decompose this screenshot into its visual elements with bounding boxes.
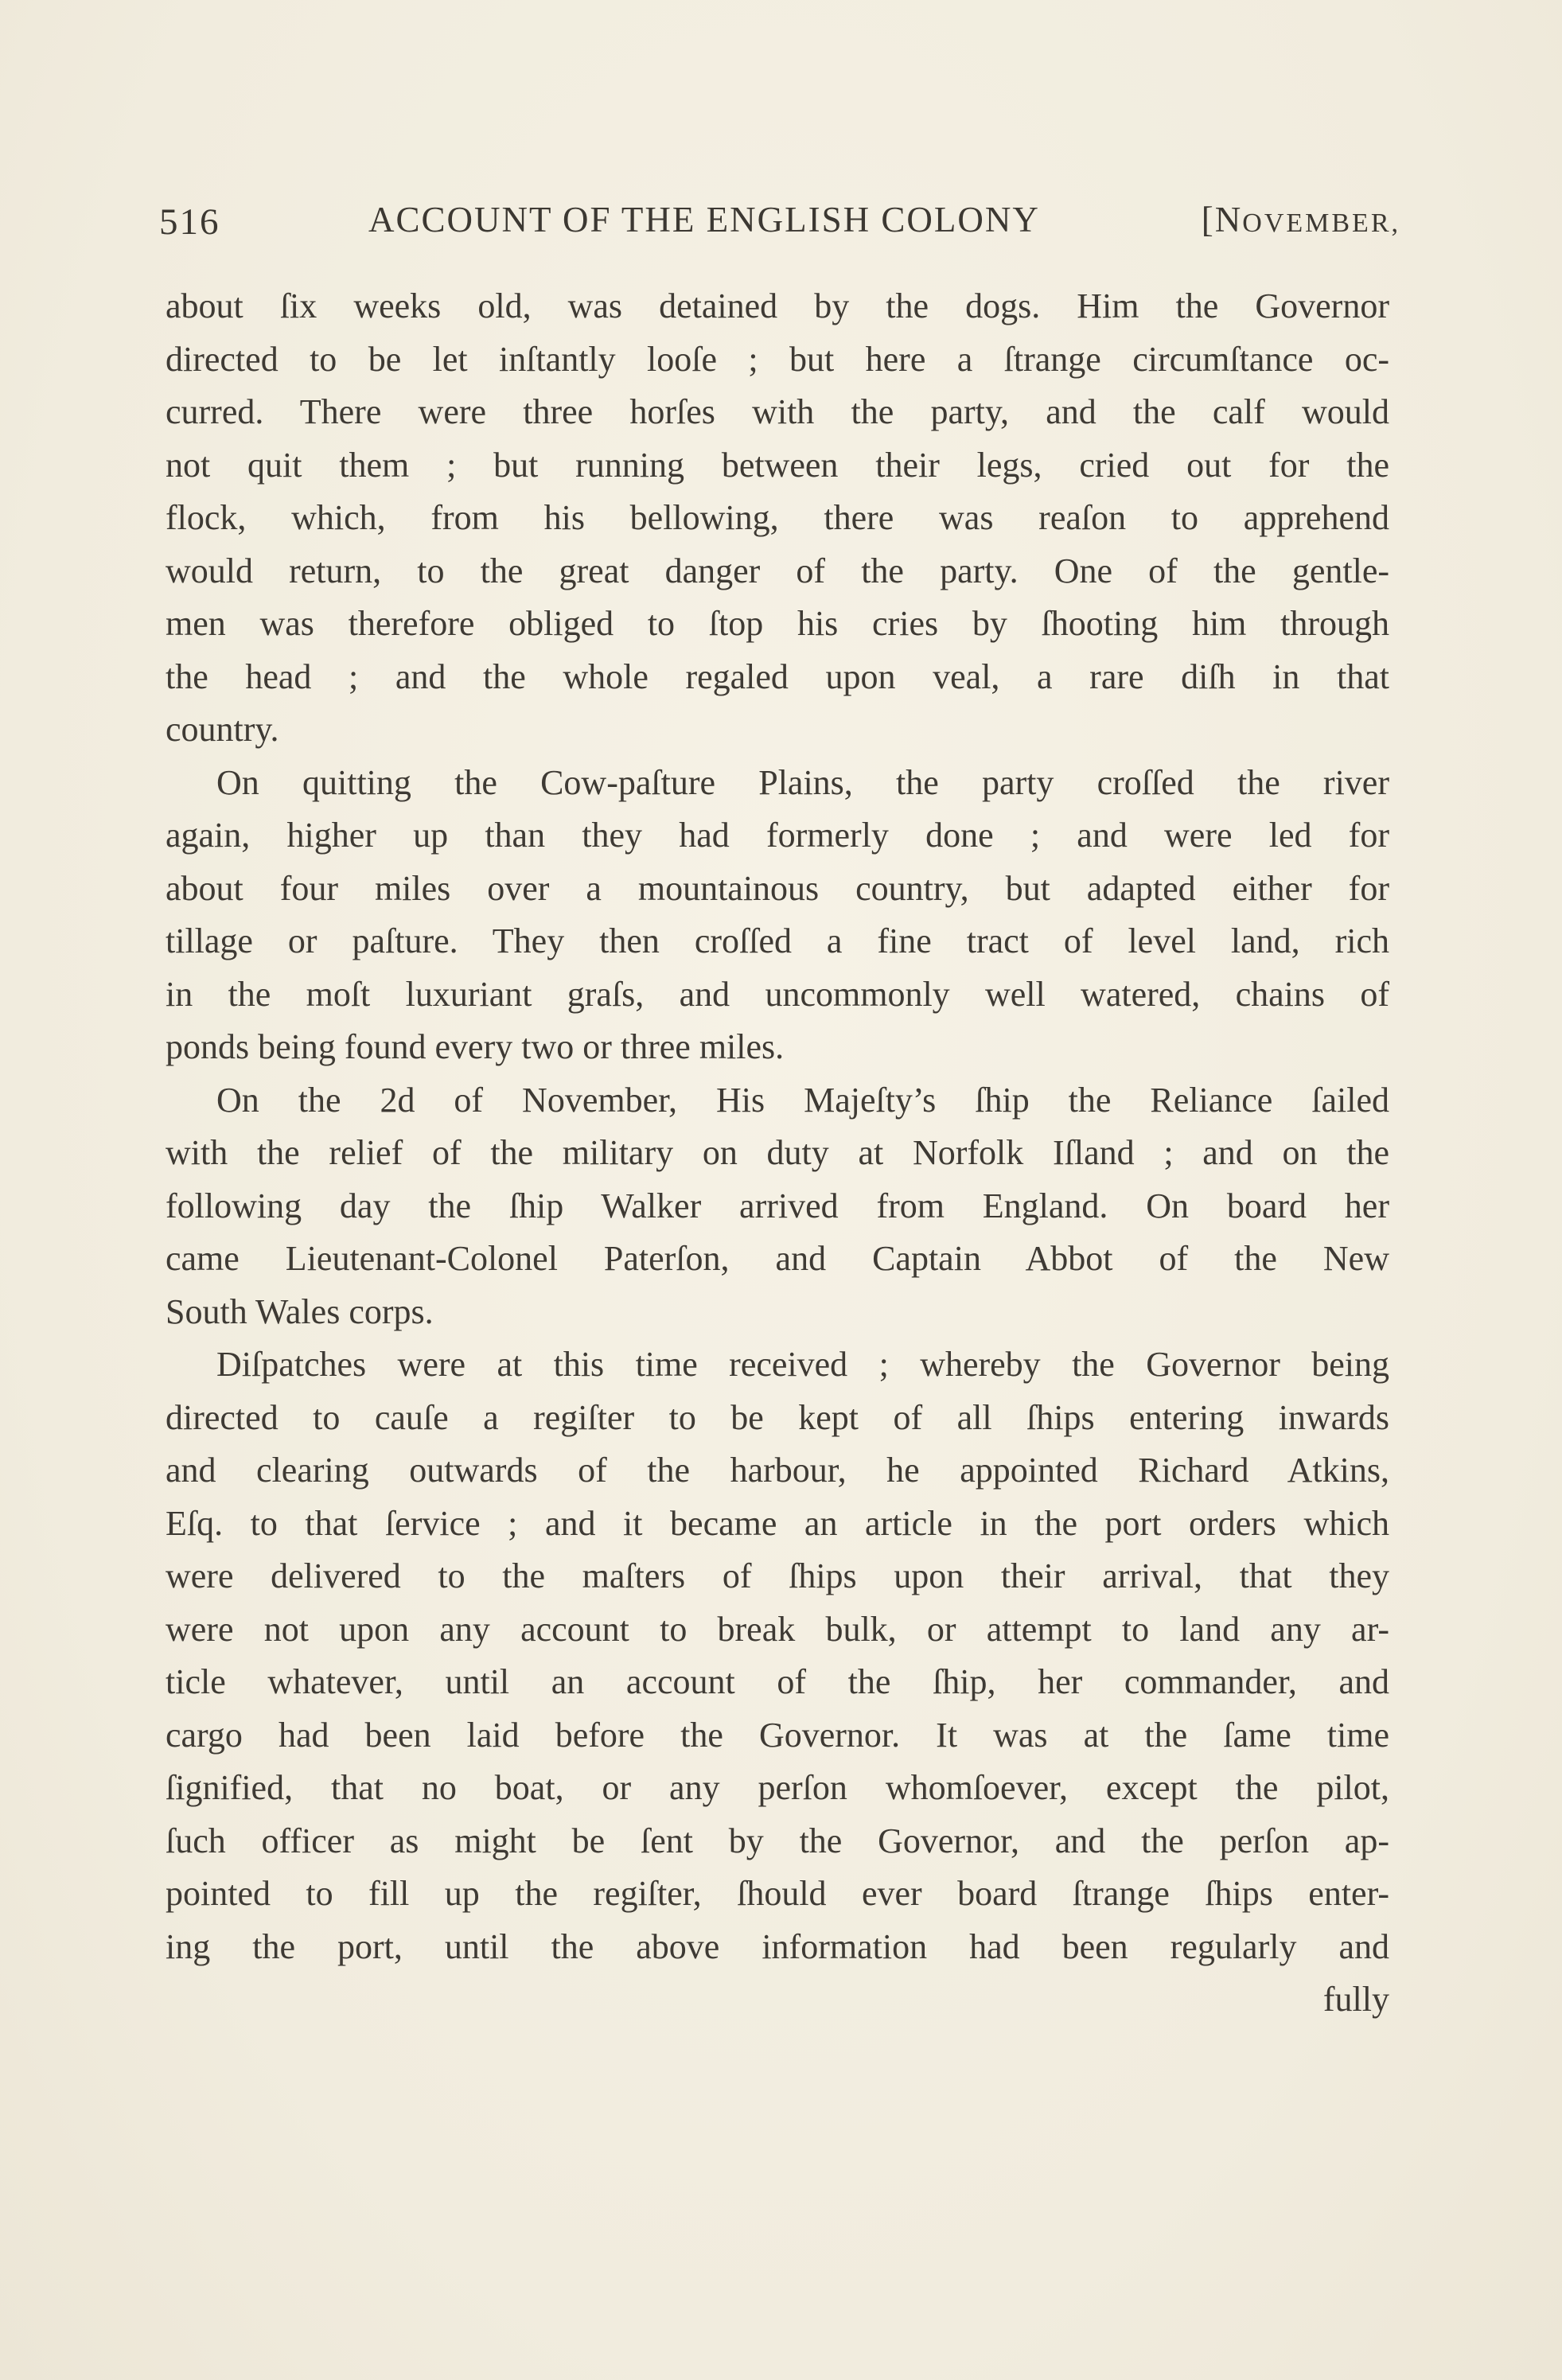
text-line: again, higher up than they had formerly done ; and were led for [166,816,1389,855]
text-line: ing the port, until the above information had been regularly and [166,1926,1389,1966]
text-line: men was therefore obliged to ſtop his cries by ſhooting him through [166,604,1389,643]
text-line: and clearing outwards of the harbour, he appointed Richard Atkins, [166,1451,1389,1490]
text-line: tillage or paſture. They then croſſed a fine tract of level land, rich [166,921,1389,960]
text-line: ticle whatever, until an account of the ſhip, her commander, and [166,1662,1389,1701]
text-line: with the relief of the military on duty at Norfolk Iſland ; and on the [166,1133,1389,1172]
text-line: were delivered to the maſters of ſhips upon their arrival, that they [166,1556,1389,1595]
body-text [166,280,1389,2027]
month-bracket: [ [1201,200,1215,240]
page-number: 516 [159,201,220,243]
text-line: Eſq. to that ſervice ; and it became an article in the port orders which [166,1503,1389,1543]
text-line: directed to cauſe a regiſter to be kept of all ſhips entering inwards [166,1397,1389,1437]
text-line: would return, to the great danger of the party. One of the gentle- [166,551,1389,590]
text-line: ſignified, that no boat, or any perſon whomſoever, except the pilot, [166,1768,1389,1807]
text-line: the head ; and the whole regaled upon veal, a rare diſh in that [166,656,1389,696]
text-line: pointed to fill up the regiſter, ſhould ever board ſtrange ſhips enter- [166,1874,1389,1913]
text-line: about ſix weeks old, was detained by the dogs. Him the Governor [166,286,1389,325]
text-line: directed to be let inſtantly looſe ; but here a ſtrange circumſtance oc- [166,339,1389,379]
text-line: came Lieutenant-Colonel Paterſon, and Captain Abbot of the New [166,1239,1389,1278]
month-rest: OVEMBER, [1242,208,1400,238]
text-line: cargo had been laid before the Governor. It was at the ſame time [166,1715,1389,1755]
month-initial: N [1214,200,1243,240]
text-line: curred. There were three horſes with the party, and the calf would [166,392,1389,431]
text-line: were not upon any account to break bulk, or attempt to land any ar- [166,1609,1389,1649]
text-line: about four miles over a mountainous country, but adapted either for [166,868,1389,908]
text-line: On quitting the Cow-paſture Plains, the party croſſed the river [216,762,1389,802]
text-line: ſuch officer as might be ſent by the Governor, and the perſon ap- [166,1821,1389,1860]
text-line: flock, which, from his bellowing, there was reaſon to apprehend [166,498,1389,537]
running-head: ACCOUNT OF THE ENGLISH COLONY [368,200,1040,240]
page-header [159,199,1400,255]
text-line: South Wales corps. [166,1291,434,1331]
text-line: ponds being found every two or three miles. [166,1027,785,1066]
text-line: following day the ſhip Walker arrived from England. On board her [166,1186,1389,1225]
catchword: fully [1322,1980,1389,2019]
text-line: country. [166,710,279,749]
text-line: Diſpatches were at this time received ; whereby the Governor being [216,1345,1389,1384]
text-line: in the moſt luxuriant graſs, and uncommonly well watered, chains of [166,974,1389,1014]
text-line: not quit them ; but running between their legs, cried out for the [166,445,1389,485]
running-head-month [1202,199,1400,240]
text-line: On the 2d of November, His Majeſty’s ſhip the Reliance ſailed [216,1080,1389,1120]
